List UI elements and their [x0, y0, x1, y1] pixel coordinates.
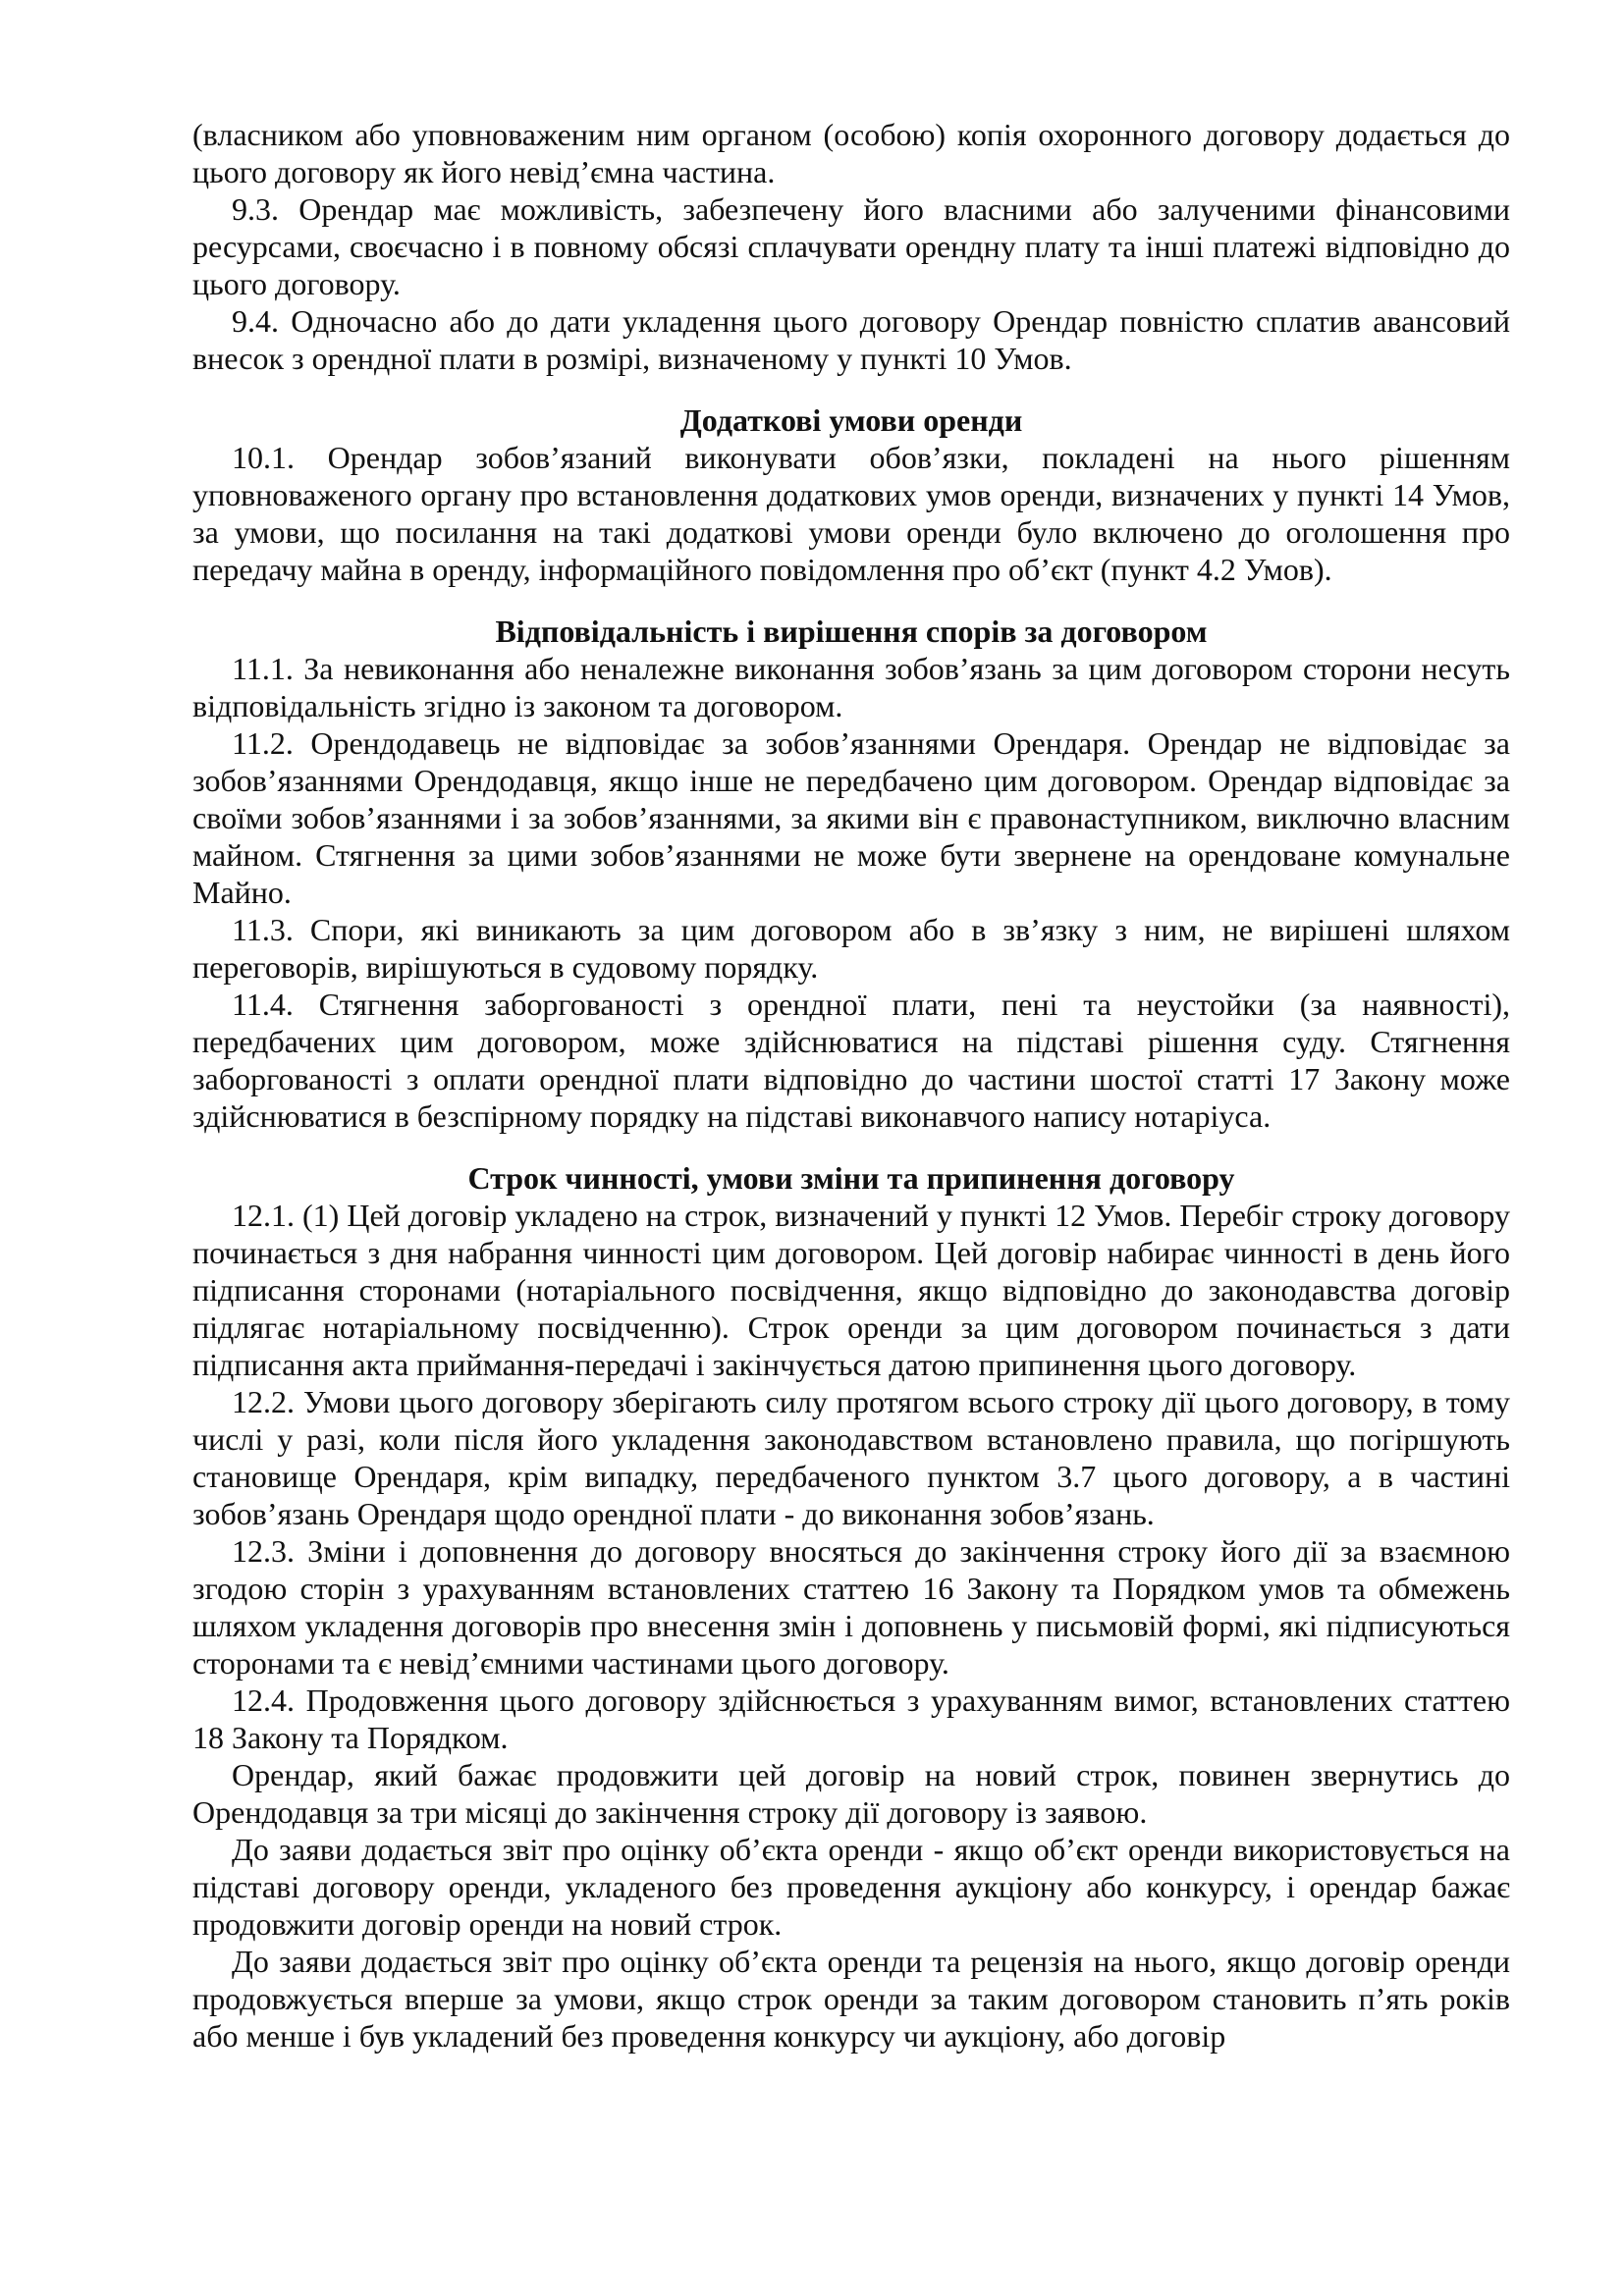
paragraph-11-1: 11.1. За невиконання або неналежне виконання зобов’язань за цим договором сторони несуть відповідальність згідно із законом та договором.: [192, 651, 1510, 723]
paragraph-10-1: 10.1. Орендар зобов’язаний виконувати обов’язки, покладені на нього рішенням уповноваженого органу про встановлення додаткових умов оренди, визначених у пункті 14 Умов, за умови, що посилання на такі додаткові умови оренди було включено до оголошення про передачу майна в оренду, інформаційного повідомлення про об’єкт (пункт 4.2 Умов).: [192, 440, 1510, 587]
paragraph-continuation: (власником або уповноваженим ним органом (особою) копія охоронного договору додається до цього договору як його невід’ємна частина.: [192, 117, 1510, 189]
paragraph-12-4-valuation-report: До заяви додається звіт про оцінку об’єкта оренди - якщо об’єкт оренди використовується на підставі договору оренди, укладеного без проведення аукціону або конкурсу, і орендар бажає продовжити договір оренди на новий строк.: [192, 1832, 1510, 1942]
paragraph-12-3: 12.3. Зміни і доповнення до договору вносяться до закінчення строку його дії за взаємною згодою сторін з урахуванням встановлених статтею 16 Закону та Порядком умов та обмежень шляхом укладення договорів про внесення змін і доповнень у письмовій формі, які підписуються сторонами та є невід’ємними частинами цього договору.: [192, 1533, 1510, 1681]
paragraph-9-3: 9.3. Орендар має можливість, забезпечену його власними або залученими фінансовими ресурсами, своєчасно і в повному обсязі сплачувати орендну плату та інші платежі відповідно до цього договору.: [192, 191, 1510, 301]
paragraph-12-4-extension-request: Орендар, який бажає продовжити цей договір на новий строк, повинен звернутись до Орендодавця за три місяці до закінчення строку дії договору із заявою.: [192, 1757, 1510, 1830]
paragraph-11-3: 11.3. Спори, які виникають за цим договором або в зв’язку з ним, не вирішені шляхом переговорів, вирішуються в судовому порядку.: [192, 912, 1510, 985]
paragraph-12-4: 12.4. Продовження цього договору здійснюється з урахуванням вимог, встановлених статтею 18 Закону та Порядком.: [192, 1682, 1510, 1755]
paragraph-12-1: 12.1. (1) Цей договір укладено на строк, визначений у пункті 12 Умов. Перебіг строку договору починається з дня набрання чинності цим договором. Цей договір набирає чинності в день його підписання сторонами (нотаріального посвідчення, якщо відповідно до законодавства договір підлягає нотаріальному посвідченню). Строк оренди за цим договором починається з дати підписання акта приймання-передачі і закінчується датою припинення цього договору.: [192, 1198, 1510, 1382]
paragraph-11-4: 11.4. Стягнення заборгованості з орендної плати, пені та неустойки (за наявності), передбачених цим договором, може здійснюватися на підставі рішення суду. Стягнення заборгованості з оплати орендної плати відповідно до частини шостої статті 17 Закону може здійснюватися в безспірному порядку на підставі виконавчого напису нотаріуса.: [192, 987, 1510, 1134]
paragraph-12-4-valuation-review: До заяви додається звіт про оцінку об’єкта оренди та рецензія на нього, якщо договір оренди продовжується вперше за умови, якщо строк оренди за таким договором становить п’ять років або менше і був укладений без проведення конкурсу чи аукціону, або договір: [192, 1944, 1510, 2054]
paragraph-12-2: 12.2. Умови цього договору зберігають силу протягом всього строку дії цього договору, в тому числі у разі, коли після його укладення законодавством встановлено правила, що погіршують становище Орендаря, крім випадку, передбаченого пунктом 3.7 цього договору, а в частині зобов’язань Орендаря щодо орендної плати - до виконання зобов’язань.: [192, 1384, 1510, 1531]
section-heading-liability: Відповідальність і вирішення спорів за договором: [495, 614, 1208, 649]
section-heading-additional-terms: Додаткові умови оренди: [679, 402, 1023, 438]
paragraph-11-2: 11.2. Орендодавець не відповідає за зобов’язаннями Орендаря. Орендар не відповідає за зобов’язаннями Орендодавця, якщо інше не передбачено цим договором. Орендар відповідає за своїми зобов’язаннями і за зобов’язаннями, за якими він є правонаступником, виключно власним майном. Стягнення за цими зобов’язаннями не може бути звернене на орендоване комунальне Майно.: [192, 725, 1510, 910]
section-heading-term: Строк чинності, умови зміни та припинення договору: [467, 1160, 1235, 1196]
paragraph-9-4: 9.4. Одночасно або до дати укладення цього договору Орендар повністю сплатив авансовий внесок з орендної плати в розмірі, визначеному у пункті 10 Умов.: [192, 303, 1510, 376]
document-page: [192, 116, 1510, 2055]
